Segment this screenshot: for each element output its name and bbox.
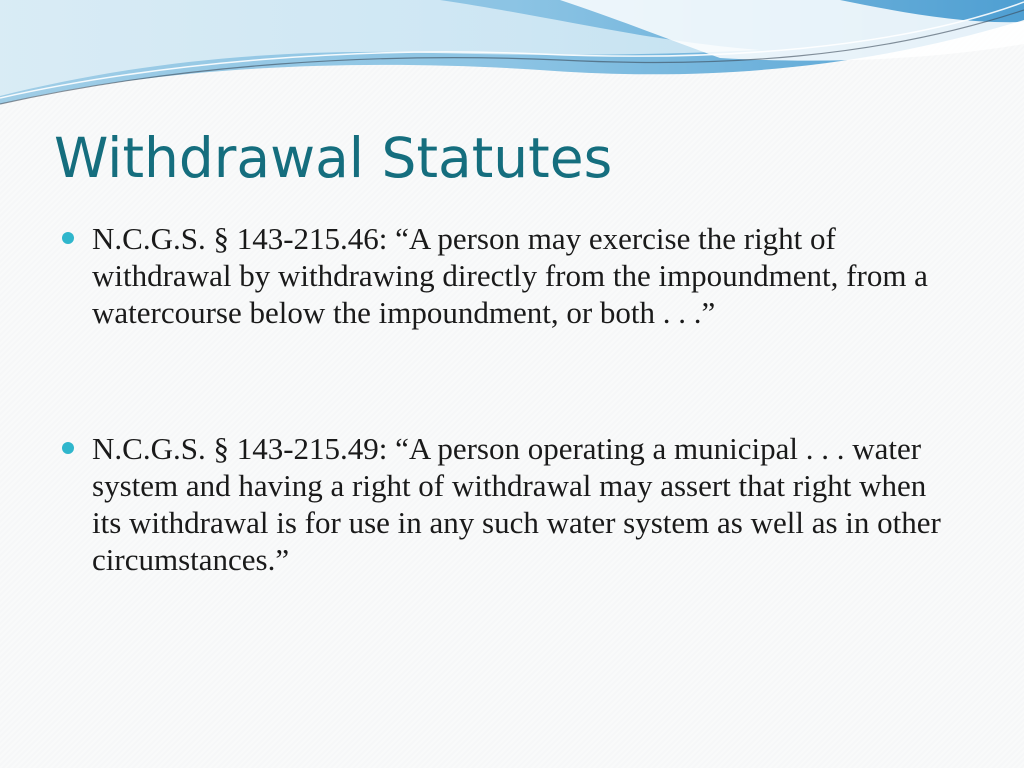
bullet-list xyxy=(62,220,962,578)
bullet-text: N.C.G.S. § 143-215.46: “A person may exercise the right of withdrawal by withdrawing directly from the impoundment, from a watercourse below the impoundment, or both . . .” xyxy=(92,221,928,330)
bullet-item xyxy=(62,430,962,578)
bullet-text: N.C.G.S. § 143-215.49: “A person operating a municipal . . . water system and having a right of withdrawal may assert that right when its withdrawal is for use in any such water system as well as in other circumstances.” xyxy=(92,431,941,577)
bullet-dot-icon xyxy=(62,232,74,244)
bullet-dot-icon xyxy=(62,442,74,454)
header-wave-decoration xyxy=(0,0,1024,120)
bullet-item xyxy=(62,220,962,331)
slide-title: Withdrawal Statutes xyxy=(54,126,613,190)
